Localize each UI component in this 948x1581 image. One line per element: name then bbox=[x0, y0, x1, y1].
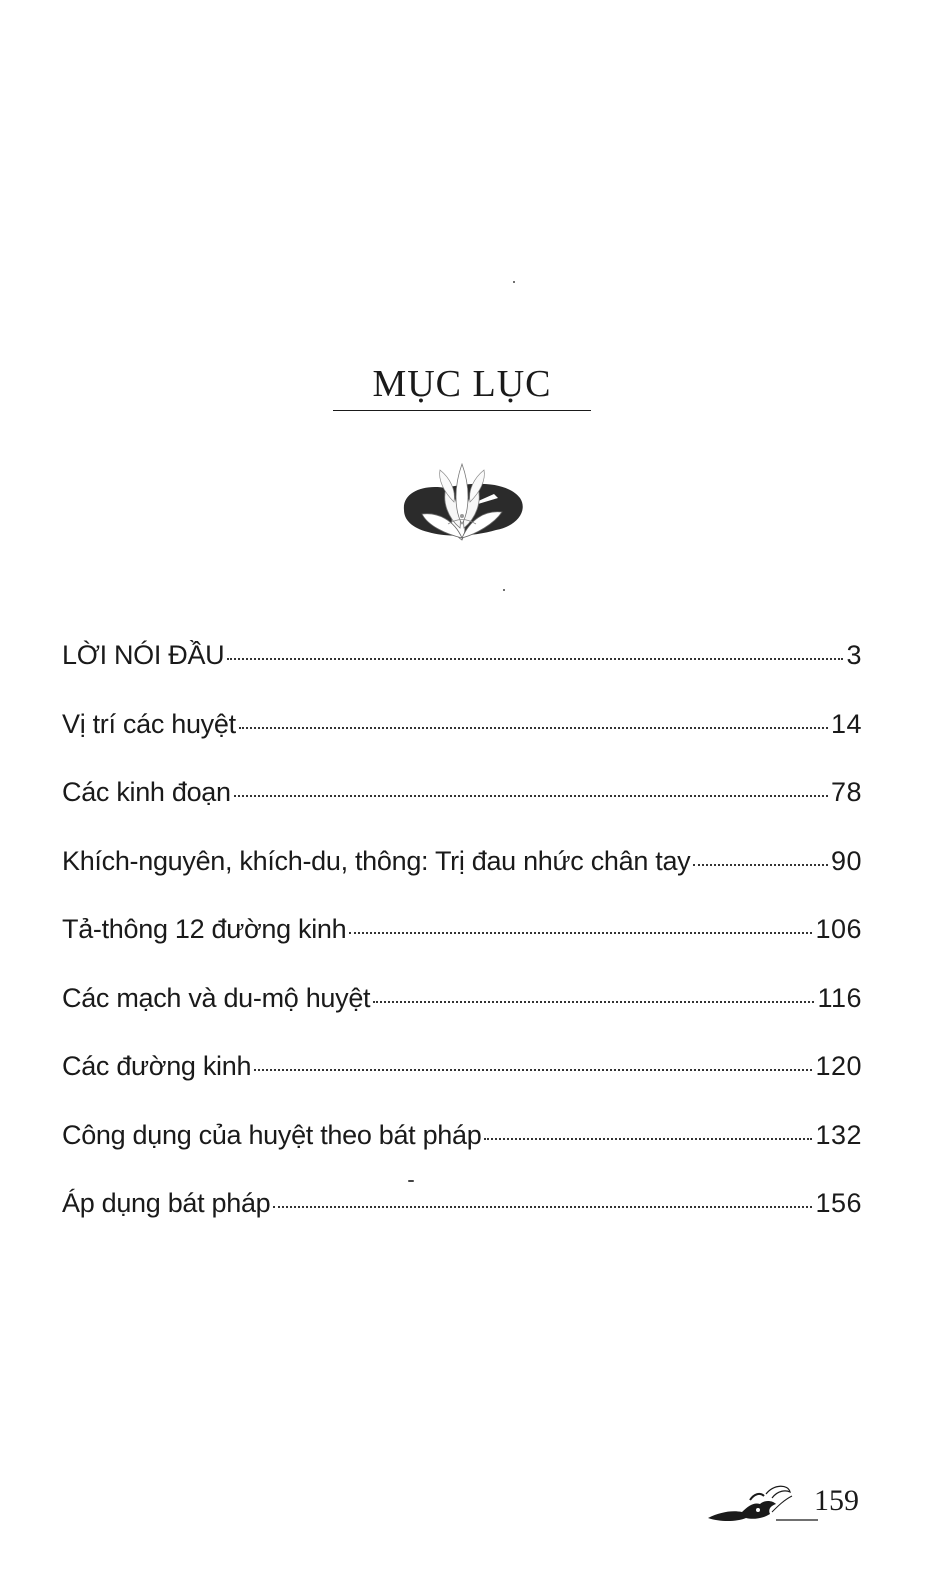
title-underline bbox=[333, 410, 591, 411]
toc-entry-page: 156 bbox=[815, 1188, 862, 1218]
toc-entry[interactable] bbox=[62, 1188, 862, 1257]
table-of-contents bbox=[62, 640, 862, 1257]
toc-entry-page: 90 bbox=[830, 845, 862, 876]
toc-entry-page: 120 bbox=[815, 1051, 862, 1081]
paper-speck bbox=[503, 589, 505, 591]
dot-leader bbox=[234, 795, 828, 797]
toc-entry-title: Các mạch và du-mộ huyệt bbox=[62, 982, 371, 1013]
toc-entry-title: Công dụng của huyệt theo bát pháp bbox=[62, 1119, 482, 1150]
toc-entry-title: Vị trí các huyệt bbox=[62, 708, 236, 739]
toc-entry-title: Khích-nguyên, khích-du, thông: Trị đau nhức chân tay bbox=[62, 845, 691, 876]
toc-entry-page: 14 bbox=[830, 708, 862, 739]
toc-entry[interactable] bbox=[62, 709, 862, 778]
toc-entry[interactable] bbox=[62, 1051, 862, 1120]
toc-entry-title: Các kinh đoạn bbox=[62, 777, 231, 807]
toc-entry-page: 78 bbox=[830, 777, 862, 807]
bird-ornament-icon bbox=[706, 1482, 818, 1524]
toc-entry-page: 106 bbox=[815, 914, 862, 944]
toc-entry-page: 116 bbox=[817, 982, 862, 1013]
dot-leader bbox=[484, 1138, 812, 1140]
dot-leader bbox=[273, 1206, 812, 1208]
paper-speck bbox=[513, 281, 515, 283]
dot-leader bbox=[239, 727, 828, 729]
toc-entry-title: Các đường kinh bbox=[62, 1051, 252, 1081]
toc-entry-title: LỜI NÓI ĐẦU bbox=[62, 640, 225, 670]
toc-entry-title: Tả-thông 12 đường kinh bbox=[62, 914, 347, 944]
toc-entry[interactable] bbox=[62, 640, 862, 709]
page-footer bbox=[706, 1478, 866, 1528]
toc-entry-title: Áp dụng bát pháp bbox=[62, 1188, 271, 1218]
toc-entry[interactable] bbox=[62, 1120, 862, 1189]
toc-entry[interactable] bbox=[62, 777, 862, 846]
lotus-icon bbox=[398, 458, 526, 548]
toc-entry-page: 3 bbox=[846, 640, 862, 670]
dot-leader bbox=[254, 1069, 812, 1071]
page-title: MỤC LỤC bbox=[372, 363, 552, 405]
dot-leader bbox=[349, 932, 812, 934]
dot-leader bbox=[693, 864, 828, 866]
toc-entry[interactable] bbox=[62, 914, 862, 983]
toc-entry[interactable] bbox=[62, 983, 862, 1052]
toc-entry-page: 132 bbox=[815, 1119, 862, 1150]
toc-entry[interactable] bbox=[62, 846, 862, 915]
page-number: 159 bbox=[814, 1484, 859, 1517]
dot-leader bbox=[227, 658, 843, 660]
heading bbox=[333, 360, 591, 411]
dot-leader bbox=[373, 1001, 814, 1003]
